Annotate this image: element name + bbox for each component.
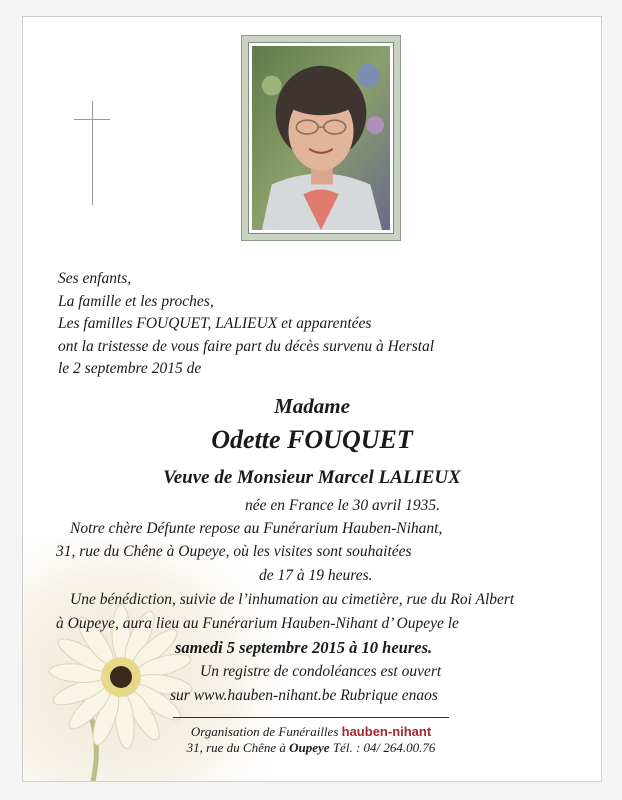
cross-icon-bar xyxy=(74,119,110,120)
intro-block xyxy=(58,268,434,381)
intro-line: ont la tristesse de vous faire part du décès survenu à Herstal xyxy=(58,337,435,355)
spouse-line: Veuve de Monsieur Marcel LALIEUX xyxy=(163,467,461,488)
footer-divider xyxy=(173,717,449,718)
funeral-home-logo: hauben-nihant xyxy=(341,724,432,739)
repose-line: Notre chère Défunte repose au Funérarium Hauben-Nihant, xyxy=(70,520,443,537)
blessing-line: Une bénédiction, suivie de l’inhumation au cimetière, rue du Roi Albert xyxy=(70,591,515,608)
announcement-card xyxy=(22,16,602,782)
visit-hours-line: de 17 à 19 heures. xyxy=(259,567,373,584)
ceremony-date: samedi 5 septembre 2015 à 10 heures. xyxy=(175,638,433,657)
footer-address: 31, rue du Chêne à xyxy=(186,740,286,755)
intro-line: le 2 septembre 2015 de xyxy=(58,360,202,378)
birth-line: née en France le 30 avril 1935. xyxy=(245,497,440,514)
portrait-photo xyxy=(248,42,394,234)
deceased-name: Odette FOUQUET xyxy=(211,425,413,454)
intro-line: Ses enfants, xyxy=(58,270,132,287)
website-line: sur www.hauben-nihant.be Rubrique enaos xyxy=(170,687,438,704)
footer-org-line xyxy=(173,724,449,740)
register-line: Un registre de condoléances est ouvert xyxy=(200,663,442,680)
footer-city: Oupeye xyxy=(289,740,330,755)
portrait-frame xyxy=(241,35,401,241)
intro-line: Les familles FOUQUET, LALIEUX et apparentées xyxy=(58,315,372,333)
footer-org-prefix: Organisation de Funérailles xyxy=(190,724,339,739)
footer-address-line xyxy=(173,740,449,756)
footer-phone: Tél. : 04/ 264.00.76 xyxy=(332,740,436,755)
funeral-home-footer xyxy=(173,717,449,756)
intro-line: La famille et les proches, xyxy=(58,292,214,310)
deceased-title: Madame xyxy=(274,394,350,418)
cross-icon xyxy=(92,101,93,205)
visit-line: 31, rue du Chêne à Oupeye, où les visites sont souhaitées xyxy=(56,543,412,560)
ceremony-place-line: à Oupeye, aura lieu au Funérarium Hauben-Nihant d’ Oupeye le xyxy=(56,615,459,632)
portrait-image xyxy=(252,46,390,230)
